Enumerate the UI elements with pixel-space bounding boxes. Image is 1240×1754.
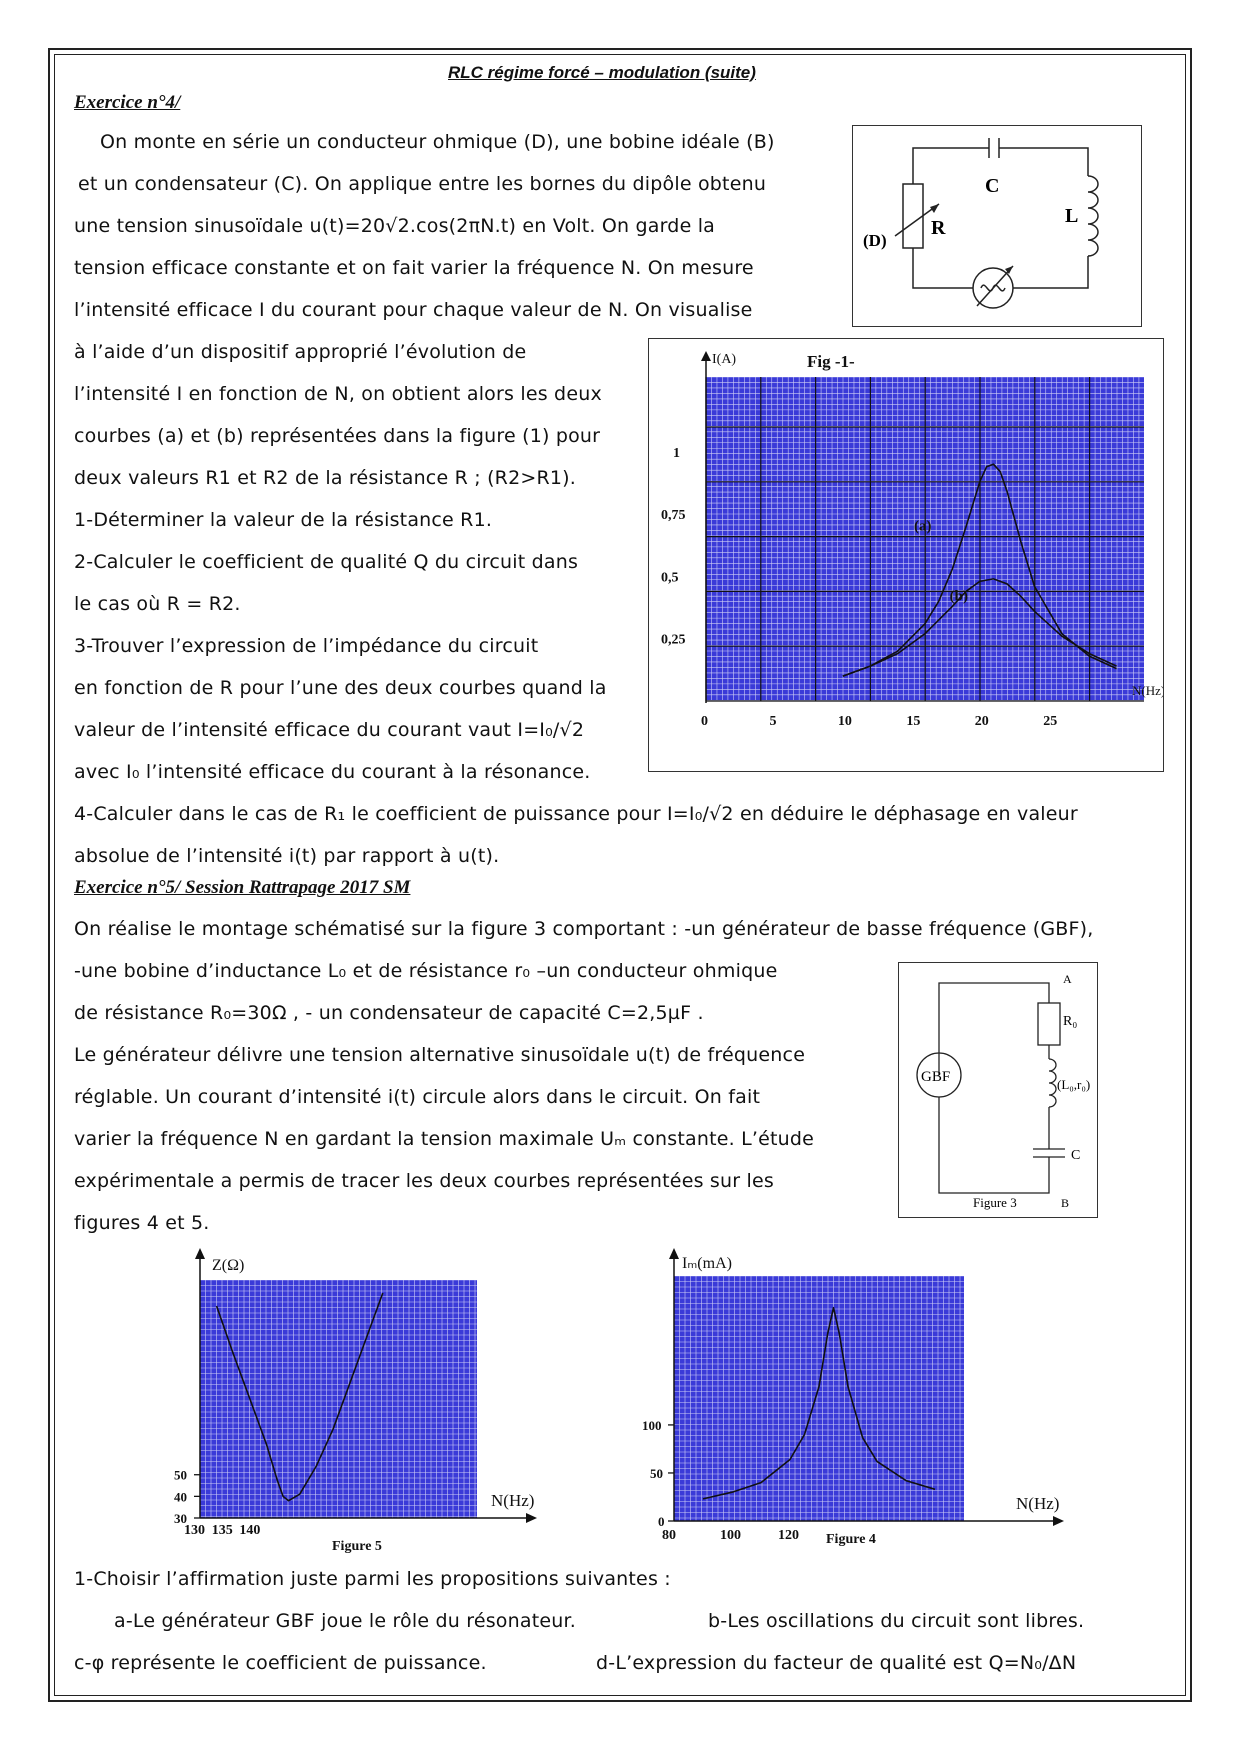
rlc-circuit-diagram	[852, 125, 1142, 327]
text-line: de résistance R₀=30Ω , - un condensateur de capacité C=2,5µF .	[74, 1002, 704, 1024]
text-line: On monte en série un conducteur ohmique (D), une bobine idéale (B)	[100, 131, 775, 153]
text-line: l’intensité efficace I du courant pour chaque valeur de N. On visualise	[74, 299, 753, 321]
text-line: expérimentale a permis de tracer les deux courbes représentées sur les	[74, 1170, 774, 1192]
y-axis-arrow	[195, 1248, 205, 1259]
text-line: On réalise le montage schématisé sur la figure 3 comportant : -un générateur de basse fréquence (GBF),	[74, 918, 1094, 940]
curve-b-label: (b)	[949, 588, 968, 605]
x-tick-label: 130	[184, 1523, 205, 1538]
question-1: 1-Choisir l’affirmation juste parmi les propositions suivantes :	[74, 1568, 671, 1590]
inductor-label: L	[1065, 205, 1079, 227]
plot-background	[200, 1280, 477, 1518]
figure-3-svg	[899, 963, 1097, 1217]
figure-1-title: Fig -1-	[807, 352, 855, 371]
figure-1-chart	[649, 339, 1163, 771]
x-axis-arrow	[526, 1513, 537, 1523]
r0-label: R₀	[1063, 1014, 1078, 1029]
figure-3-circuit	[898, 962, 1098, 1218]
text-line: l’intensité I en fonction de N, on obtient alors les deux	[74, 383, 602, 405]
text-line: 2-Calculer le coefficient de qualité Q du circuit dans	[74, 551, 579, 573]
y-axis-label: Z(Ω)	[212, 1257, 245, 1274]
figure-3-caption: Figure 3	[973, 1195, 1017, 1210]
text-line: une tension sinusoïdale u(t)=20√2.cos(2πN.t) en Volt. On garde la	[74, 215, 716, 237]
dipole-d-label: (D)	[863, 231, 887, 250]
x-tick-label: 15	[906, 714, 921, 729]
y-tick-label: 30	[174, 1511, 187, 1526]
text-line: et un condensateur (C). On applique entre les bornes du dipôle obtenu	[78, 173, 767, 195]
text-line: réglable. Un courant d’intensité i(t) circule alors dans le circuit. On fait	[74, 1086, 761, 1108]
x-tick-label: 25	[1043, 714, 1058, 729]
x-axis-label: N(Hz)	[1132, 683, 1163, 698]
x-axis-label: N(Hz)	[1016, 1494, 1060, 1513]
text-line: 4-Calculer dans le cas de R₁ le coefficient de puissance pour I=I₀/√2 en déduire le déphasage en valeur	[74, 803, 1078, 825]
capacitor-label: C	[985, 175, 1000, 197]
figure-4-caption: Figure 4	[826, 1532, 876, 1547]
text-line: valeur de l’intensité efficace du courant vaut I=I₀/√2	[74, 719, 585, 741]
text-line: à l’aide d’un dispositif approprié l’évolution de	[74, 341, 527, 363]
text-line: figures 4 et 5.	[74, 1212, 210, 1234]
curve-a-label: (a)	[914, 518, 932, 535]
y-axis-arrow	[701, 351, 711, 361]
figure-5-chart	[160, 1240, 620, 1558]
text-line: 1-Déterminer la valeur de la résistance R1.	[74, 509, 493, 531]
y-tick-label: 0	[658, 1514, 665, 1529]
x-axis-arrow	[1053, 1516, 1064, 1526]
page-title: RLC régime forcé – modulation (suite)	[448, 63, 756, 82]
exercise-5-heading: Exercice n°5/ Session Rattrapage 2017 SM	[74, 877, 411, 898]
text-line: tension efficace constante et on fait varier la fréquence N. On mesure	[74, 257, 754, 279]
exercise-4-heading: Exercice n°4/	[74, 92, 181, 113]
capacitor-c-label: C	[1071, 1148, 1081, 1163]
choice-b: b-Les oscillations du circuit sont libres.	[708, 1610, 1085, 1632]
figure-5-caption: Figure 5	[332, 1539, 382, 1554]
text-line: en fonction de R pour l’une des deux courbes quand la	[74, 677, 607, 699]
x-tick-label: 135	[211, 1523, 233, 1538]
text-line: absolue de l’intensité i(t) par rapport à u(t).	[74, 845, 500, 867]
text-line: deux valeurs R1 et R2 de la résistance R ; (R2>R1).	[74, 467, 577, 489]
text-line: le cas où R = R2.	[74, 593, 241, 615]
text-line: avec I₀ l’intensité efficace du courant à la résonance.	[74, 761, 591, 783]
rlc-circuit-svg	[853, 126, 1141, 326]
x-tick-label: 20	[974, 714, 989, 729]
node-a-label: A	[1063, 972, 1072, 986]
y-tick-label: 50	[650, 1465, 663, 1481]
choice-d: d-L’expression du facteur de qualité est Q=N₀/ΔN	[596, 1652, 1077, 1674]
text-line: -une bobine d’inductance L₀ et de résistance r₀ –un conducteur ohmique	[74, 960, 778, 982]
y-tick-label: 100	[642, 1417, 662, 1433]
y-tick-label: 0,5	[661, 570, 679, 586]
figure-4-chart	[630, 1240, 1100, 1558]
gbf-label: GBF	[921, 1069, 951, 1085]
text-line: 3-Trouver l’expression de l’impédance du circuit	[74, 635, 539, 657]
x-tick-label: 5	[769, 714, 777, 729]
y-tick-label: 50	[174, 1467, 187, 1483]
x-tick-label: 10	[837, 714, 852, 729]
y-tick-label: 1	[673, 445, 680, 461]
x-tick-label: 140	[239, 1523, 261, 1538]
node-b-label: B	[1061, 1196, 1070, 1210]
choice-a: a-Le générateur GBF joue le rôle du résonateur.	[114, 1610, 577, 1632]
figure-1-box	[648, 338, 1164, 772]
text-line: Le générateur délivre une tension alternative sinusoïdale u(t) de fréquence	[74, 1044, 806, 1066]
x-tick-label: 100	[720, 1528, 741, 1543]
y-tick-label: 0,75	[661, 508, 686, 524]
x-tick-label: 120	[778, 1528, 799, 1543]
y-axis-label: Iₘ(mA)	[682, 1255, 732, 1272]
text-line: varier la fréquence N en gardant la tension maximale Uₘ constante. L’étude	[74, 1128, 815, 1150]
resistor-label: R	[931, 217, 946, 239]
x-axis-label: N(Hz)	[491, 1491, 535, 1510]
l0r0-label: (L₀,r₀)	[1057, 1077, 1091, 1092]
y-tick-label: 40	[174, 1489, 187, 1505]
y-axis-arrow	[669, 1248, 679, 1259]
y-axis-label: I(A)	[712, 352, 737, 367]
x-tick-label: 80	[662, 1528, 676, 1543]
y-tick-label: 0,25	[661, 632, 686, 648]
text-line: courbes (a) et (b) représentées dans la figure (1) pour	[74, 425, 601, 447]
choice-c: c-φ représente le coefficient de puissance.	[74, 1652, 487, 1674]
x-tick-label: 0	[701, 714, 708, 729]
